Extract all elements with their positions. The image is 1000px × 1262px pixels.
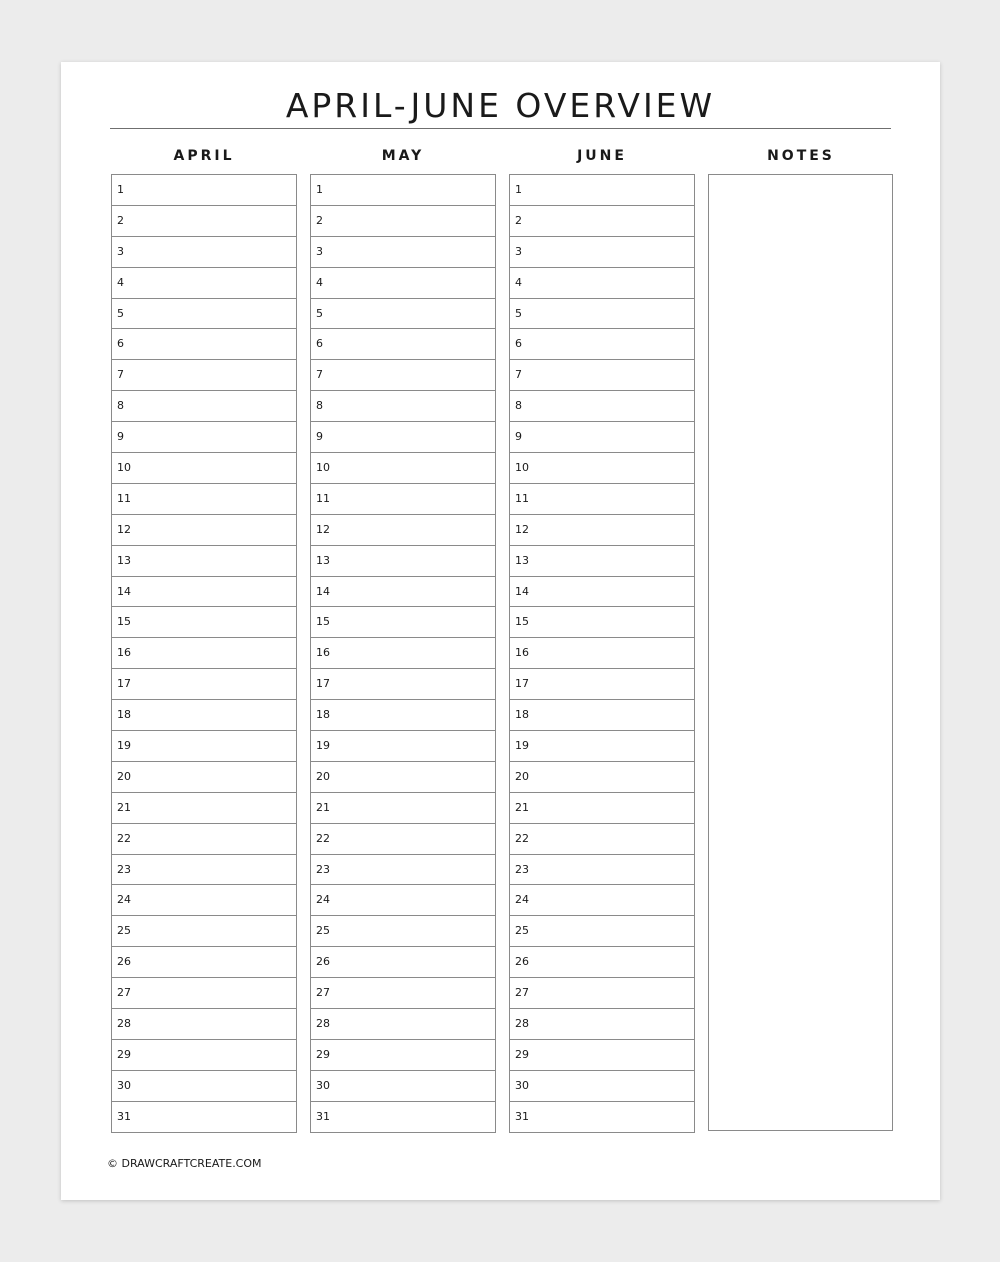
day-row[interactable] [311,823,495,854]
day-number: 30 [316,1078,330,1092]
day-row[interactable] [311,977,495,1008]
notes-column [708,146,894,172]
day-row[interactable] [510,699,694,730]
day-row[interactable] [510,1039,694,1070]
day-row[interactable] [112,884,296,915]
day-number: 1 [117,183,124,196]
day-number: 13 [515,553,529,567]
day-row[interactable] [112,854,296,885]
day-row[interactable] [311,421,495,452]
day-row[interactable] [112,421,296,452]
day-row[interactable] [311,884,495,915]
day-number: 16 [117,646,131,660]
day-number: 29 [316,1047,330,1061]
day-row[interactable] [112,606,296,637]
day-number: 27 [117,986,131,1000]
day-number: 26 [515,955,529,969]
day-number: 14 [117,584,131,598]
day-row[interactable] [311,699,495,730]
day-row[interactable] [311,298,495,329]
day-row[interactable] [510,545,694,576]
day-number: 15 [515,615,529,629]
day-row[interactable] [311,236,495,267]
day-number: 24 [515,893,529,907]
day-row[interactable] [510,823,694,854]
day-number: 25 [515,924,529,938]
day-row[interactable] [311,792,495,823]
day-row[interactable] [311,637,495,668]
day-row[interactable] [510,205,694,236]
notes-header: NOTES [767,148,835,164]
day-row[interactable] [510,884,694,915]
day-list [509,174,695,1133]
day-row[interactable] [112,205,296,236]
day-row[interactable] [510,946,694,977]
day-row[interactable] [112,761,296,792]
day-number: 14 [515,584,529,598]
day-number: 9 [117,430,124,444]
day-row[interactable] [112,175,296,205]
day-row[interactable] [510,359,694,390]
day-number: 19 [117,739,131,753]
day-number: 2 [316,213,323,227]
day-row[interactable] [112,668,296,699]
day-number: 6 [316,337,323,351]
day-row[interactable] [112,823,296,854]
day-number: 21 [117,800,131,814]
day-row[interactable] [510,576,694,607]
day-number: 24 [117,893,131,907]
day-number: 28 [117,1017,131,1031]
day-row[interactable] [112,637,296,668]
month-column-june [509,146,695,1123]
day-number: 20 [316,769,330,783]
day-number: 19 [316,739,330,753]
day-row[interactable] [311,175,495,205]
day-number: 7 [117,368,124,382]
day-number: 31 [117,1109,131,1123]
day-number: 20 [117,769,131,783]
day-row[interactable] [112,977,296,1008]
day-number: 20 [515,769,529,783]
day-row[interactable] [510,637,694,668]
day-row[interactable] [510,175,694,205]
day-number: 26 [117,955,131,969]
day-number: 21 [316,800,330,814]
day-number: 30 [117,1078,131,1092]
day-number: 16 [515,646,529,660]
day-number: 22 [515,831,529,845]
month-header: MAY [381,148,425,164]
day-row[interactable] [311,1070,495,1101]
day-list [111,174,297,1133]
day-number: 23 [316,862,330,876]
day-number: 13 [316,553,330,567]
day-number: 31 [316,1109,330,1123]
day-row[interactable] [112,328,296,359]
day-number: 5 [316,306,323,320]
title-divider [110,128,891,129]
day-number: 19 [515,739,529,753]
day-number: 3 [515,244,522,258]
day-row[interactable] [510,483,694,514]
day-row[interactable] [311,668,495,699]
day-number: 17 [117,677,131,691]
day-number: 4 [117,275,124,289]
day-row[interactable] [510,267,694,298]
day-number: 5 [117,306,124,320]
day-row[interactable] [112,576,296,607]
day-row[interactable] [112,946,296,977]
day-row[interactable] [510,390,694,421]
day-number: 18 [117,708,131,722]
day-row[interactable] [311,1101,495,1132]
day-row[interactable] [311,1039,495,1070]
day-row[interactable] [311,359,495,390]
day-number: 10 [117,461,131,475]
day-row[interactable] [311,854,495,885]
day-number: 12 [515,522,529,536]
day-row[interactable] [112,792,296,823]
day-number: 14 [316,584,330,598]
day-number: 29 [117,1047,131,1061]
day-row[interactable] [311,267,495,298]
day-number: 31 [515,1109,529,1123]
day-row[interactable] [112,236,296,267]
planner-sheet [61,62,940,1200]
day-row[interactable] [510,1008,694,1039]
day-number: 30 [515,1078,529,1092]
day-number: 2 [515,213,522,227]
day-number: 3 [117,244,124,258]
day-row[interactable] [311,390,495,421]
month-column-april [111,146,297,1123]
day-number: 24 [316,893,330,907]
day-row[interactable] [510,977,694,1008]
day-row[interactable] [112,514,296,545]
day-number: 28 [515,1017,529,1031]
day-number: 17 [515,677,529,691]
day-number: 17 [316,677,330,691]
day-row[interactable] [510,606,694,637]
day-row[interactable] [311,606,495,637]
day-number: 6 [117,337,124,351]
day-number: 29 [515,1047,529,1061]
day-number: 10 [316,461,330,475]
day-number: 22 [117,831,131,845]
day-number: 8 [316,399,323,413]
day-number: 21 [515,800,529,814]
day-number: 26 [316,955,330,969]
day-number: 16 [316,646,330,660]
day-row[interactable] [112,915,296,946]
day-row[interactable] [311,915,495,946]
day-number: 15 [117,615,131,629]
day-number: 7 [515,368,522,382]
day-row[interactable] [510,730,694,761]
day-row[interactable] [510,421,694,452]
day-row[interactable] [311,576,495,607]
day-number: 12 [316,522,330,536]
day-number: 28 [316,1017,330,1031]
day-row[interactable] [112,1039,296,1070]
day-row[interactable] [510,452,694,483]
day-row[interactable] [112,545,296,576]
day-row[interactable] [311,946,495,977]
day-number: 25 [316,924,330,938]
month-header: APRIL [173,148,235,164]
day-row[interactable] [510,236,694,267]
day-number: 25 [117,924,131,938]
day-number: 4 [515,275,522,289]
day-row[interactable] [112,730,296,761]
day-number: 27 [316,986,330,1000]
day-row[interactable] [311,761,495,792]
day-number: 22 [316,831,330,845]
day-number: 18 [316,708,330,722]
day-number: 7 [316,368,323,382]
day-number: 8 [117,399,124,413]
day-row[interactable] [112,267,296,298]
day-row[interactable] [510,328,694,359]
copyright-footer: © DRAWCRAFTCREATE.COM [107,1157,262,1170]
day-row[interactable] [112,699,296,730]
day-number: 5 [515,306,522,320]
day-row[interactable] [510,915,694,946]
day-row[interactable] [510,761,694,792]
day-row[interactable] [112,359,296,390]
day-row[interactable] [311,328,495,359]
day-number: 15 [316,615,330,629]
page-title: APRIL-JUNE OVERVIEW [285,86,716,125]
day-number: 13 [117,553,131,567]
day-number: 6 [515,337,522,351]
day-number: 27 [515,986,529,1000]
day-number: 8 [515,399,522,413]
day-row[interactable] [510,792,694,823]
day-row[interactable] [112,1070,296,1101]
day-row[interactable] [510,298,694,329]
day-number: 10 [515,461,529,475]
day-row[interactable] [112,390,296,421]
day-row[interactable] [112,452,296,483]
day-number: 9 [316,430,323,444]
day-number: 4 [316,275,323,289]
day-number: 11 [117,491,131,505]
day-number: 23 [515,862,529,876]
day-row[interactable] [311,1008,495,1039]
day-row[interactable] [112,298,296,329]
day-row[interactable] [510,854,694,885]
day-list [310,174,496,1133]
day-row[interactable] [510,1101,694,1132]
day-number: 2 [117,213,124,227]
day-row[interactable] [311,730,495,761]
day-number: 23 [117,862,131,876]
day-row[interactable] [112,483,296,514]
day-row[interactable] [510,668,694,699]
day-number: 12 [117,522,131,536]
day-row[interactable] [311,514,495,545]
day-number: 11 [515,491,529,505]
day-row[interactable] [311,205,495,236]
day-row[interactable] [112,1008,296,1039]
month-column-may [310,146,496,1123]
day-row[interactable] [112,1101,296,1132]
day-row[interactable] [311,545,495,576]
month-header: JUNE [577,148,627,164]
day-number: 9 [515,430,522,444]
day-number: 11 [316,491,330,505]
day-row[interactable] [311,483,495,514]
day-row[interactable] [510,1070,694,1101]
day-number: 1 [515,183,522,196]
day-row[interactable] [510,514,694,545]
day-number: 18 [515,708,529,722]
day-number: 3 [316,244,323,258]
day-number: 1 [316,183,323,196]
day-row[interactable] [311,452,495,483]
notes-area[interactable] [708,174,893,1131]
